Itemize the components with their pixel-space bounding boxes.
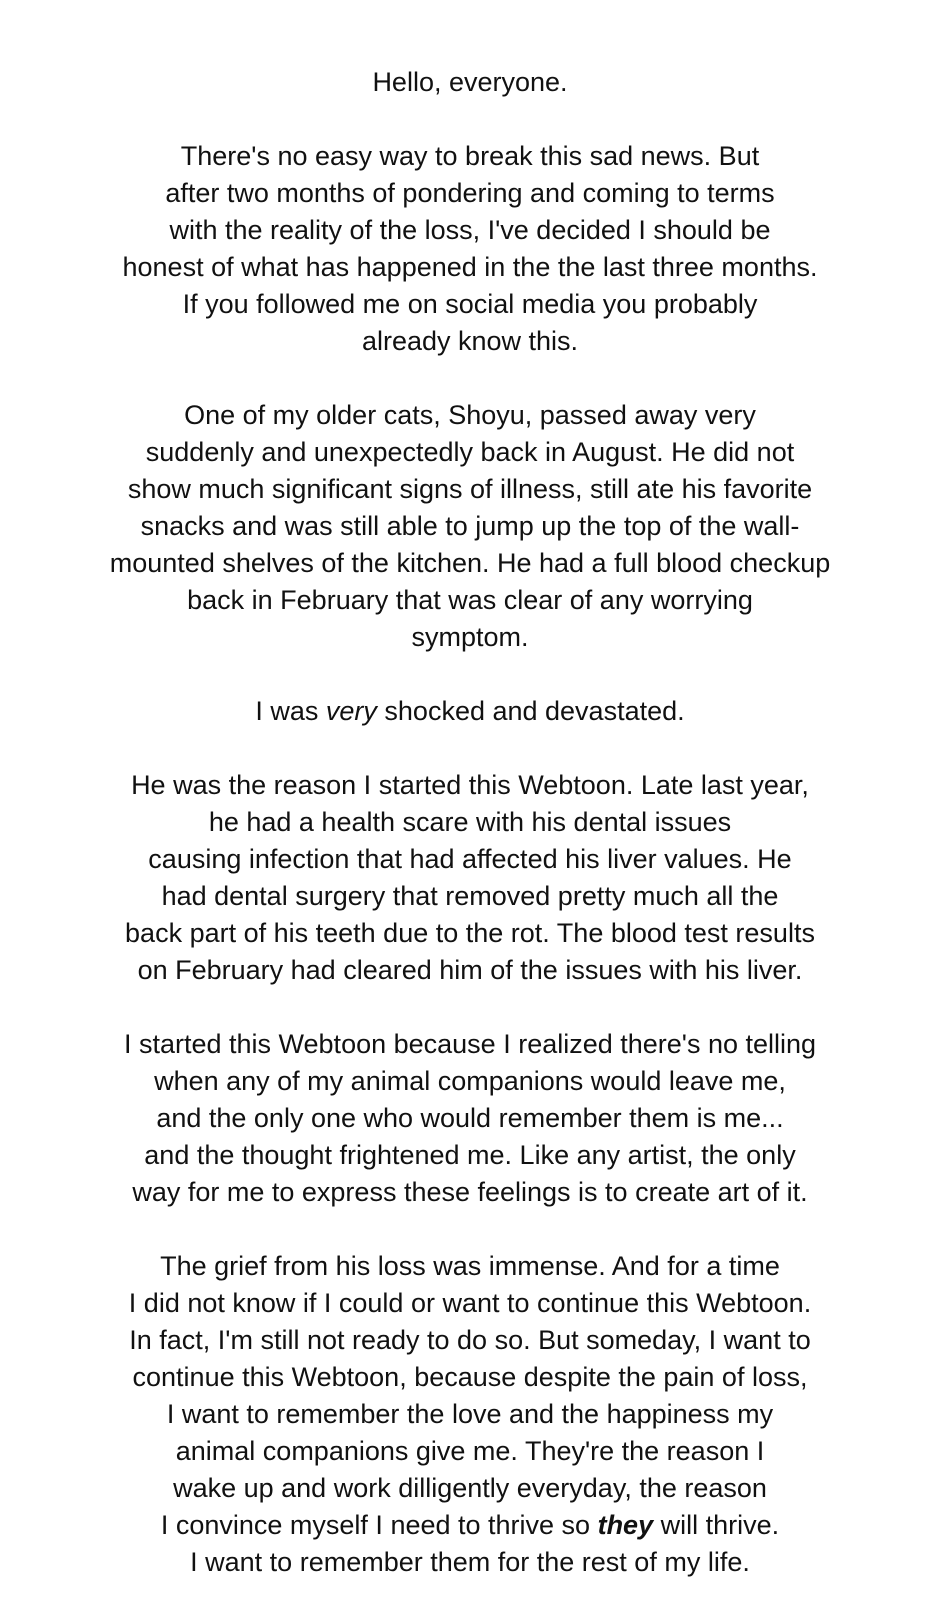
paragraph-shoyu-passing <box>0 397 940 656</box>
paragraph-grief <box>0 1248 940 1581</box>
text-line: suddenly and unexpectedly back in August. He did not <box>145 437 795 467</box>
text-line: wake up and work dilligently everyday, the reason <box>173 1473 767 1503</box>
text-segment: shocked and devastated. <box>376 696 685 726</box>
paragraph-why-started <box>0 1026 940 1211</box>
text-line: honest of what has happened in the the last three months. <box>122 252 818 282</box>
text-line: He was the reason I started this Webtoon. Late last year, <box>131 770 809 800</box>
text-segment: will thrive. <box>653 1510 780 1540</box>
text-line: I want to remember the love and the happiness my <box>166 1399 774 1429</box>
text-line: animal companions give me. They're the reason I <box>175 1436 765 1466</box>
text-line: mounted shelves of the kitchen. He had a full blood checkup <box>109 548 831 578</box>
text-line: with the reality of the loss, I've decided I should be <box>169 215 771 245</box>
text-line: back part of his teeth due to the rot. The blood test results <box>125 918 815 948</box>
text-line: snacks and was still able to jump up the top of the wall- <box>140 511 800 541</box>
text-line: and the thought frightened me. Like any artist, the only <box>144 1140 796 1170</box>
text-line: on February had cleared him of the issues with his liver. <box>137 955 803 985</box>
text-line: I did not know if I could or want to continue this Webtoon. <box>128 1288 812 1318</box>
greeting-line: Hello, everyone. <box>372 67 568 97</box>
paragraph-webtoon-reason <box>0 767 940 989</box>
text-line: continue this Webtoon, because despite the pain of loss, <box>132 1362 808 1392</box>
paragraph-shocked <box>0 693 940 730</box>
text-segment: I was <box>255 696 326 726</box>
text-line: I want to remember them for the rest of my life. <box>190 1547 750 1577</box>
text-line: One of my older cats, Shoyu, passed away very <box>184 400 756 430</box>
text-line: The grief from his loss was immense. And for a time <box>160 1251 780 1281</box>
text-line: symptom. <box>411 622 529 652</box>
text-line: back in February that was clear of any worrying <box>187 585 753 615</box>
text-line: causing infection that had affected his liver values. He <box>148 844 792 874</box>
text-line: There's no easy way to break this sad news. But <box>180 141 760 171</box>
text-line: If you followed me on social media you probably <box>182 289 758 319</box>
text-line: he had a health scare with his dental issues <box>208 807 732 837</box>
text-line: when any of my animal companions would leave me, <box>154 1066 786 1096</box>
emphasis-text: very <box>325 696 377 726</box>
text-line: show much significant signs of illness, still ate his favorite <box>127 474 813 504</box>
greeting <box>0 64 940 101</box>
emphasis-text: they <box>597 1510 654 1540</box>
text-line: way for me to express these feelings is to create art of it. <box>132 1177 808 1207</box>
text-line: already know this. <box>361 326 579 356</box>
text-segment: I convince myself I need to thrive so <box>160 1510 598 1540</box>
letter-body <box>0 64 940 1618</box>
text-line: In fact, I'm still not ready to do so. But someday, I want to <box>129 1325 811 1355</box>
text-line: had dental surgery that removed pretty much all the <box>161 881 779 911</box>
text-line <box>0 1507 940 1544</box>
text-line: I started this Webtoon because I realized there's no telling <box>123 1029 817 1059</box>
text-line <box>0 693 940 730</box>
text-line: and the only one who would remember them is me... <box>156 1103 784 1133</box>
paragraph-announcement <box>0 138 940 360</box>
text-line: after two months of pondering and coming to terms <box>165 178 775 208</box>
